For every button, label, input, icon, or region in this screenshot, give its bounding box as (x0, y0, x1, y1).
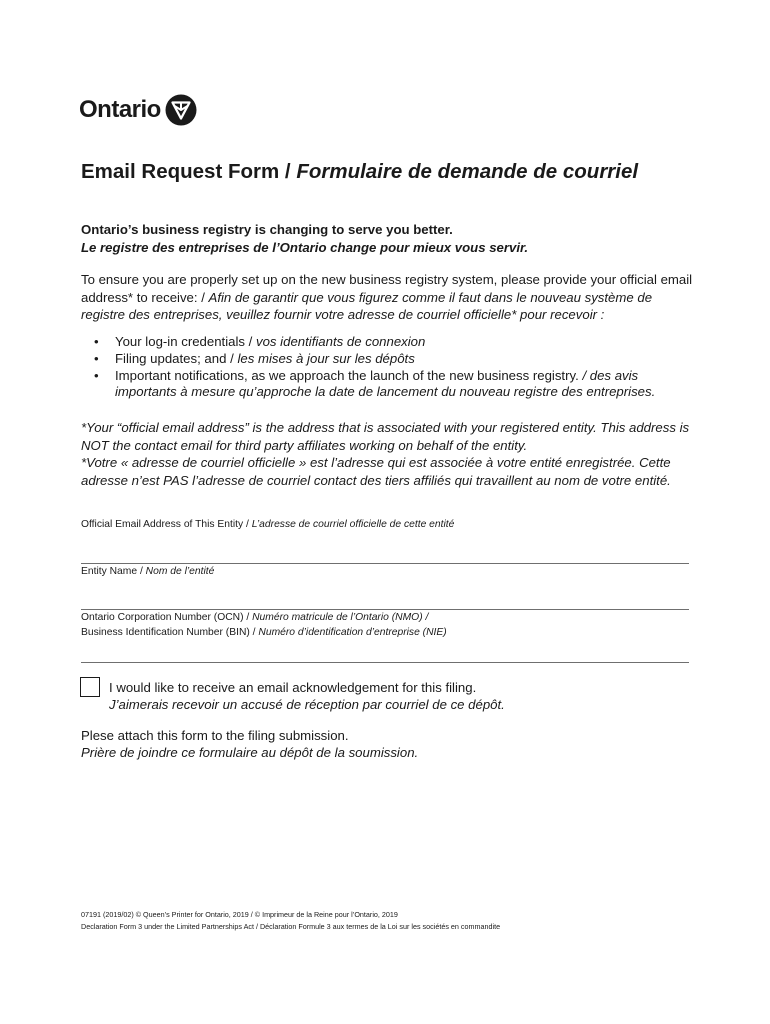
list-item (81, 351, 701, 368)
lede-fr: Le registre des entreprises de l’Ontario change pour mieux vous servir. (81, 239, 529, 255)
title-en: Email Request Form / (81, 160, 297, 183)
footer-line-2: Declaration Form 3 under the Limited Partnerships Act / Déclaration Formule 3 aux termes de la Loi sur les sociétés en commandite (81, 922, 501, 931)
attach-en: Plese attach this form to the filing submission. (81, 728, 349, 743)
intro-en: To ensure you are properly set up on the new business registry system, please provide your official email address* to receive: / (81, 272, 693, 305)
ack-fr: J’aimerais recevoir un accusé de réception par courriel de ce dépôt. (109, 697, 505, 712)
ocn-bin-label (81, 611, 681, 640)
intro-fr: Afin de garantir que vous figurez comme il faut dans le nouveau système de registre des entreprises, veuillez fournir votre adresse de courriel officielle* pour recevoir : (81, 289, 653, 322)
label-en: Business Identification Number (BIN) / (81, 626, 259, 638)
label-en: Entity Name / (81, 566, 146, 577)
ocn-bin-field[interactable] (81, 662, 689, 663)
entity-name-label (81, 565, 681, 580)
attach-instructions (81, 727, 641, 761)
ontario-trillium-icon (165, 94, 197, 126)
email-field[interactable] (81, 563, 689, 564)
ontario-logo (79, 94, 197, 126)
label-en: Ontario Corporation Number (OCN) / (81, 612, 253, 623)
list-item-fr: / des avis importants à mesure qu’approche la date de lancement du nouveau registre des entreprises. (115, 367, 656, 400)
list-item (81, 368, 701, 402)
intro-paragraph (81, 271, 696, 324)
list-item-en: Important notifications, as we approach the launch of the new business registry. (115, 367, 583, 383)
email-field-label (81, 518, 681, 533)
acknowledgement-checkbox[interactable] (80, 677, 100, 697)
label-fr: Numéro d’identification d’entreprise (NIE) (258, 626, 447, 638)
label-fr: Numéro matricule de l’Ontario (NMO) / (252, 612, 429, 623)
receive-list (81, 334, 701, 401)
ack-en: I would like to receive an email acknowledgement for this filing. (109, 680, 477, 695)
lede-en: Ontario’s business registry is changing to serve you better. (81, 222, 453, 237)
acknowledgement-label (109, 679, 669, 713)
official-email-note (81, 419, 696, 489)
note-en: *Your “official email address” is the address that is associated with your registered entity. This address is NOT the contact email for third party affiliates working on behalf of the entity. (81, 420, 690, 453)
note-fr: *Votre « adresse de courriel officielle » est l’adresse qui est associée à votre entité enregistrée. Cette adresse n’est PAS l’adresse de courriel contact des tiers affiliés qui travaillent au nom de votre entité. (81, 455, 671, 488)
list-item-en: Your log-in credentials / (115, 334, 256, 349)
list-item (81, 334, 701, 351)
ocn-label-line (81, 611, 681, 626)
label-en: Official Email Address of This Entity / (81, 519, 252, 530)
list-item-en: Filing updates; and / (115, 350, 238, 366)
list-item-fr: les mises à jour sur les dépôts (237, 350, 415, 366)
entity-name-field[interactable] (81, 609, 689, 610)
title-fr: Formulaire de demande de courriel (296, 160, 639, 183)
attach-fr: Prière de joindre ce formulaire au dépôt de la soumission. (81, 745, 419, 760)
footer-line-1: 07191 (2019/02) © Queen’s Printer for Ontario, 2019 / © Imprimeur de la Reine pour l’Ontario, 2019 (81, 910, 398, 919)
list-item-fr: vos identifiants de connexion (256, 334, 426, 349)
bin-label-line (81, 626, 681, 641)
label-fr: L’adresse de courriel officielle de cette entité (251, 519, 455, 530)
lede (81, 221, 701, 256)
page-title (81, 160, 638, 184)
label-fr: Nom de l’entité (145, 566, 215, 577)
logo-wordmark: Ontario (79, 96, 161, 123)
